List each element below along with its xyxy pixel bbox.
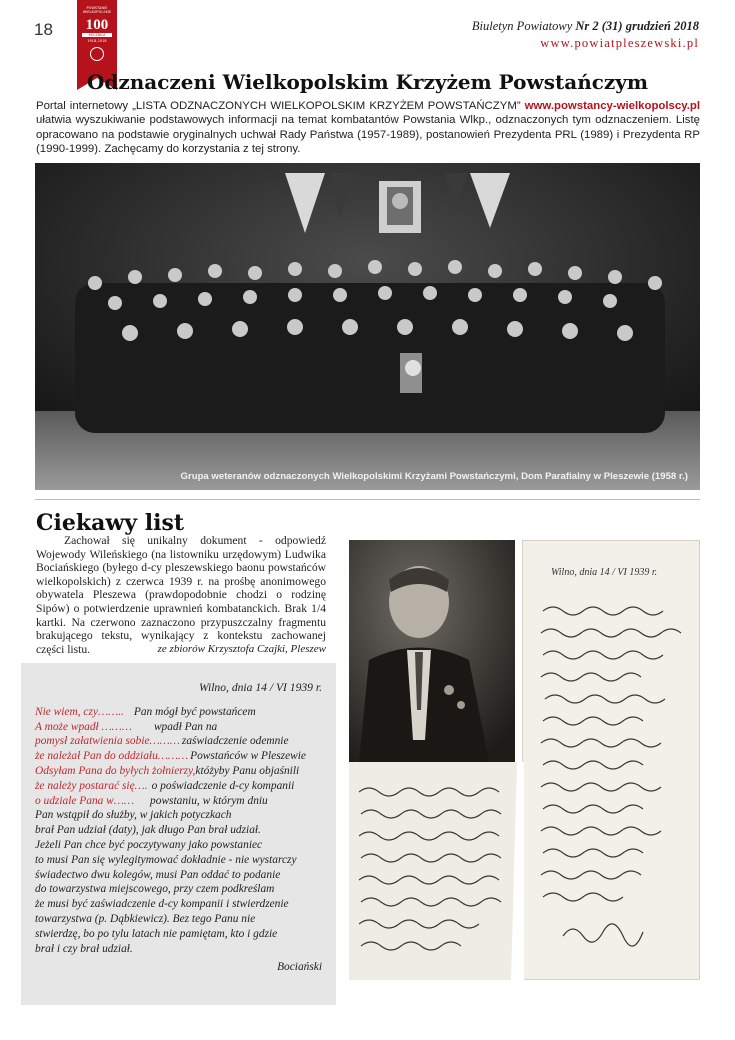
- transcript-line: stwierdzę, bo po tylu latach nie pamiętam, kto i gdzie: [35, 927, 278, 940]
- original-text: Powstańców w Pleszewie: [190, 750, 306, 763]
- transcript-line: to musi Pan się wylegitymować dokładnie - nie wystarczy: [35, 853, 297, 866]
- veterans-group-photo: [35, 163, 700, 490]
- original-text: któżyby Panu objaśnili: [195, 764, 300, 777]
- intro-text-end: ułatwia wyszukiwanie podstawowych informacji na temat kombatantów Powstania Wlkp., odznaczonych tym odznaczeniem. Listę opracowano na podstawie oryginalnych uchwał Rady Państwa (1957-1989), postanowień Prezydenta PRL (1989) i Prezydenta RP (1990-1999). Zachęcamy do korzystania z tej strony.: [36, 114, 700, 155]
- reconstructed-text: Nie wiem, czy……..: [35, 705, 124, 718]
- page-number: 18: [34, 20, 53, 39]
- manuscript-letterhead-date: Wilno, dnia 14 / VI 1939 r.: [551, 567, 658, 578]
- issue-header: [472, 19, 699, 51]
- badge-bar: ROCZNICA: [82, 33, 112, 37]
- group-photo-image: [35, 163, 700, 490]
- transcript-line: świadectwo dwu kolegów, musi Pan oddać to podanie: [35, 868, 281, 881]
- transcript-line: [35, 794, 322, 809]
- transcript-line: [35, 749, 322, 764]
- transcript-line: towarzystwa (p. Dąbkiewicz). Bez tego Panu nie: [35, 912, 256, 925]
- transcript-line: [35, 734, 322, 749]
- original-text: Pan mógł być powstańcem: [133, 705, 256, 718]
- section-title: Ciekawy list: [36, 510, 185, 536]
- original-text: o poświadczenie d-cy kompanii: [151, 779, 295, 792]
- letter-fragment-scan: [349, 762, 524, 980]
- transcript-line: brał Pan udział (daty), jak długo Pan brał udział.: [35, 824, 261, 837]
- transcript-line: [35, 720, 322, 735]
- transcript-line: do towarzystwa miejscowego, przy czem podkreślam: [35, 883, 275, 896]
- issue-prefix: Biuletyn Powiatowy: [471, 19, 576, 33]
- transcript-line: Jeżeli Pan chce być poczytywany jako powstaniec: [35, 838, 263, 851]
- portrait-image: [349, 540, 515, 762]
- bocianski-portrait: [349, 540, 515, 762]
- letter-manuscript-scan: [522, 540, 700, 980]
- transcript-line: Pan wstąpił do służby, w jakich potyczkach: [35, 809, 232, 822]
- transcript-line: [35, 779, 322, 794]
- transcript-line: brał i czy brał udział.: [35, 942, 133, 955]
- original-text: powstaniu, w którym dniu: [150, 794, 268, 807]
- reconstructed-text: pomysł załatwienia sobie………: [35, 735, 180, 748]
- intro-text-start: Portal internetowy „LISTA ODZNACZONYCH WIELKOPOLSKIM KRZYŻEM POWSTAŃCZYM”: [36, 100, 525, 112]
- letter-story: Zachował się unikalny dokument - odpowiedź Wojewody Wileńskiego (na listowniku urzędowym) Ludwika Bociańskiego (byłego d-cy pleszewskiego baonu powstańców wielkopolskich) z czerwca 1939 r. na prośbę anonimowego obywatela Pleszewa (prawdopodobnie chodzi o rodzinę Sipów) o potwierdzenie uprawnień kombatanckich. Brak 1/4 kartki. Na czerwono zaznaczono przypuszczalny fragmentu brakującego tekstu, wynikający z kontekstu zachowanej części listu.: [36, 534, 326, 656]
- badge-number: 100: [85, 16, 109, 33]
- transcript-line: [35, 705, 322, 720]
- reconstructed-text: że należał Pan do oddziału………: [35, 750, 189, 763]
- badge-line-1: POWSTANIE: [86, 6, 108, 10]
- section-divider: [35, 499, 700, 500]
- article-title: Odznaczeni Wielkopolskim Krzyżem Powstańczym: [86, 70, 649, 94]
- photo-caption: Grupa weteranów odznaczonych Wielkopolskimi Krzyżami Powstańczymi, Dom Parafialny w Pleszewie (1958 r.): [180, 471, 688, 482]
- original-text: zaświadczenie odemnie: [181, 735, 289, 748]
- article-intro: [36, 99, 700, 156]
- reconstructed-text: Odsyłam Pana do byłych żołnierzy,: [35, 764, 196, 777]
- badge-years: 1918-2018: [87, 38, 107, 43]
- handwriting-fragment: [349, 762, 524, 980]
- centenary-badge: [77, 0, 117, 78]
- original-text: wpadł Pan na: [153, 720, 218, 733]
- reconstructed-text: o udziale Pana w……: [35, 794, 135, 807]
- reconstructed-text: A może wpadł ………: [35, 720, 132, 733]
- letter-transcript-box: [21, 663, 336, 1005]
- badge-line-2: WIELKOPOLSKIE: [82, 10, 112, 15]
- eagle-seal-icon: [90, 47, 104, 61]
- website-url[interactable]: www.powiatpleszewski.pl: [540, 36, 699, 50]
- reconstructed-text: że należy postarać się….: [35, 779, 148, 792]
- transcript-line: że musi być zaświadczenie d-cy kompanii i stwierdzenie: [35, 898, 289, 911]
- issue-number: Nr 2 (31) grudzień 2018: [575, 19, 699, 33]
- transcript-signature: Bociański: [277, 961, 322, 974]
- transcript-continuation: [35, 808, 322, 956]
- photo-source: ze zbiorów Krzysztofa Czajki, Pleszew: [157, 643, 326, 655]
- portal-link[interactable]: www.powstancy-wielkopolscy.pl: [524, 100, 700, 112]
- issue-info: [472, 19, 699, 34]
- transcript-line: [35, 764, 322, 779]
- transcript-date: Wilno, dnia 14 / VI 1939 r.: [198, 681, 322, 694]
- handwriting-scan: [523, 541, 700, 980]
